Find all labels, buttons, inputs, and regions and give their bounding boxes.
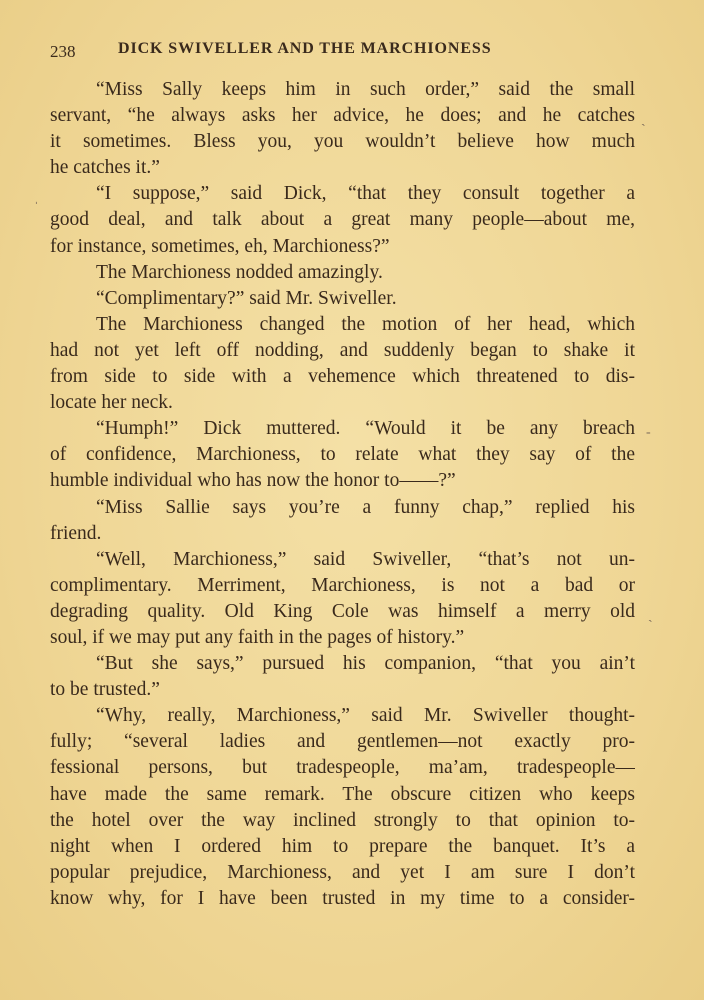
page-number: 238 [50, 42, 76, 61]
body-text [50, 77, 635, 912]
text-line: it sometimes. Bless you, you wouldn’t believe how much [50, 131, 635, 153]
text-line: servant, “he always asks her advice, he does; and he catches [50, 105, 635, 127]
text-line: he catches it.” [50, 157, 160, 179]
text-line: fully; “several ladies and gentlemen—not exactly pro- [50, 731, 635, 753]
margin-mark: ˏ [648, 608, 653, 623]
text-line: soul, if we may put any faith in the pages of history.” [50, 626, 465, 648]
text-line: humble individual who has now the honor to——?” [50, 470, 456, 492]
text-line: complimentary. Merriment, Marchioness, is not a bad or [50, 574, 635, 596]
text-line: friend. [50, 522, 102, 544]
text-line: of confidence, Marchioness, to relate what they say of the [50, 444, 635, 466]
text-line: “Why, really, Marchioness,” said Mr. Swiveller thought- [96, 705, 635, 727]
text-line: fessional persons, but tradespeople, ma’am, tradespeople— [50, 757, 635, 779]
text-line: popular prejudice, Marchioness, and yet I am sure I don’t [50, 861, 635, 883]
text-line: The Marchioness changed the motion of her head, which [96, 313, 635, 335]
text-line: “Humph!” Dick muttered. “Would it be any breach [96, 418, 635, 440]
text-line: the hotel over the way inclined strongly to that opinion to- [50, 809, 635, 831]
text-line: The Marchioness nodded amazingly. [96, 261, 383, 283]
text-line: know why, for I have been trusted in my time to a consider- [50, 887, 635, 909]
text-line: to be trusted.” [50, 679, 160, 701]
text-line: had not yet left off nodding, and suddenly began to shake it [50, 339, 635, 361]
text-line: “Miss Sallie says you’re a funny chap,” replied his [96, 496, 635, 518]
text-line: “I suppose,” said Dick, “that they consult together a [96, 183, 635, 205]
text-line: have made the same remark. The obscure citizen who keeps [50, 783, 635, 805]
margin-mark: ˏ [641, 112, 646, 127]
text-line: from side to side with a vehemence which threatened to dis- [50, 366, 635, 388]
text-line: night when I ordered him to prepare the banquet. It’s a [50, 835, 635, 857]
margin-mark: - [646, 425, 651, 440]
running-header [50, 40, 640, 64]
text-line: for instance, sometimes, eh, Marchioness?” [50, 235, 390, 257]
text-line: degrading quality. Old King Cole was himself a merry old [50, 600, 635, 622]
text-line: locate her neck. [50, 392, 173, 414]
text-line: “Miss Sally keeps him in such order,” said the small [96, 79, 635, 100]
text-line: “Complimentary?” said Mr. Swiveller. [96, 287, 397, 309]
text-line: “But she says,” pursued his companion, “that you ain’t [96, 653, 635, 675]
margin-mark: ˌ [34, 190, 39, 205]
text-line: “Well, Marchioness,” said Swiveller, “that’s not un- [96, 548, 635, 570]
running-title: DICK SWIVELLER AND THE MARCHIONESS [118, 40, 492, 57]
text-line: good deal, and talk about a great many people—about me, [50, 209, 635, 231]
